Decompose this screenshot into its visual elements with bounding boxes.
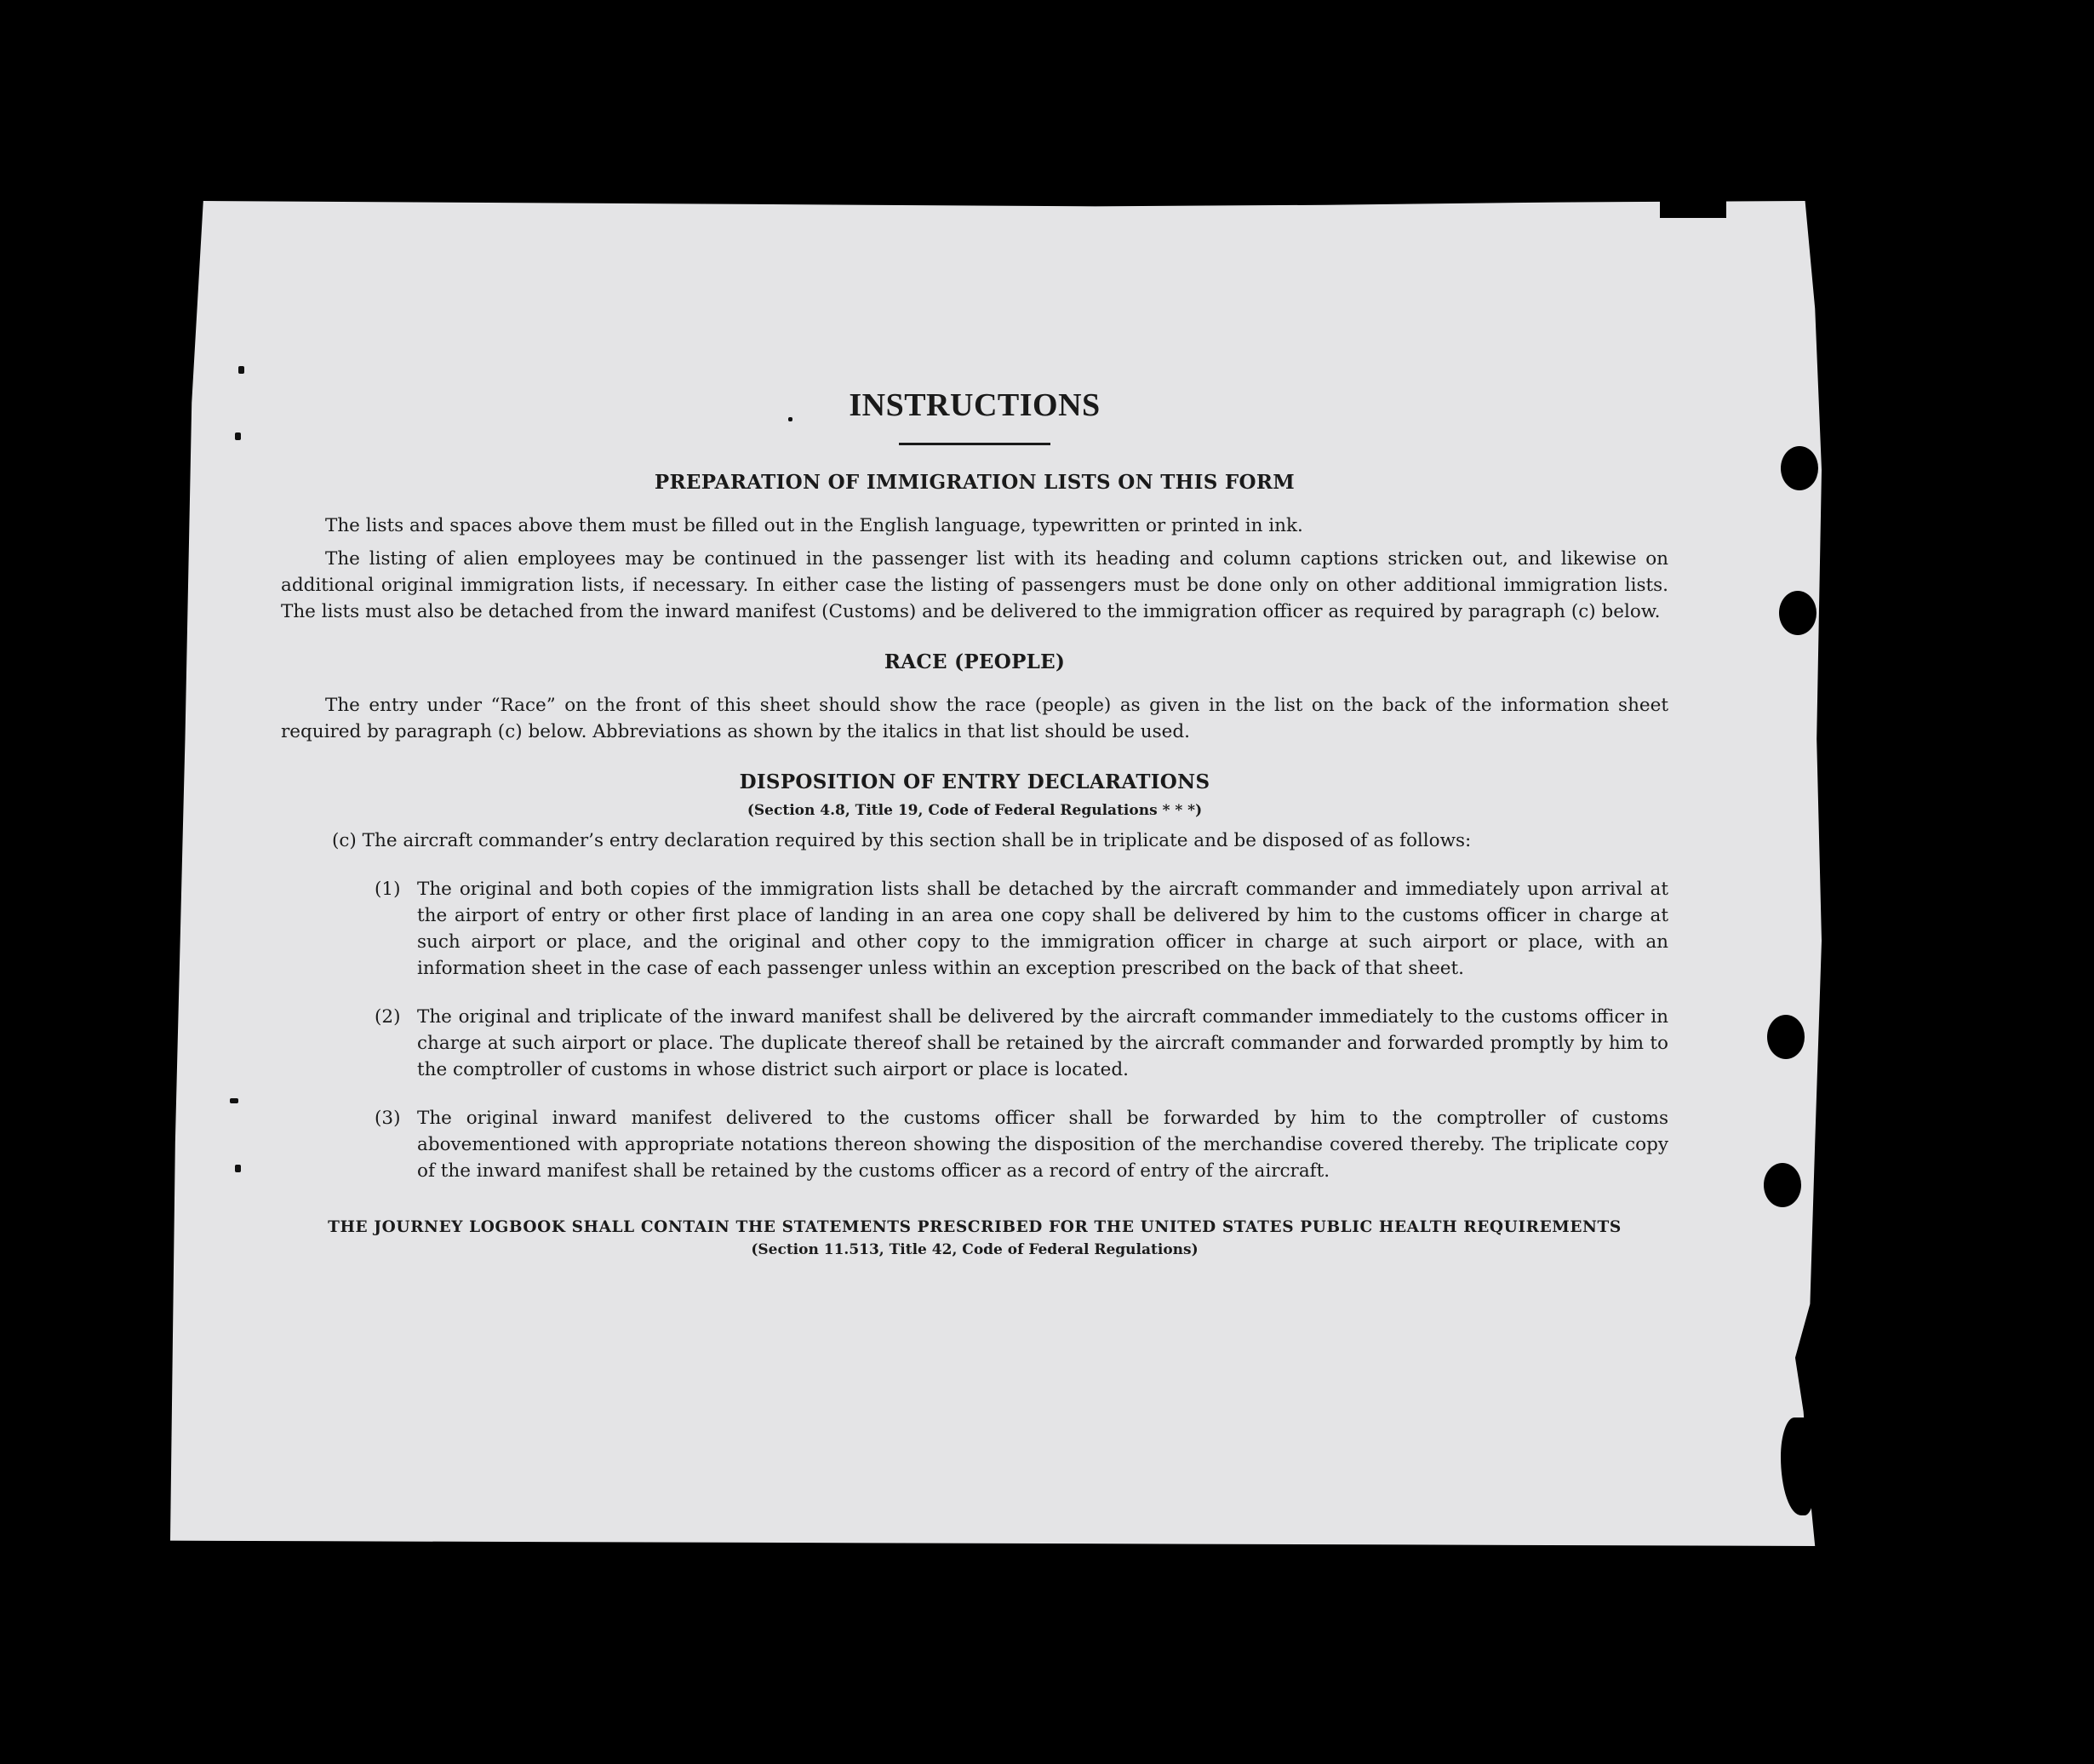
paragraph: The lists and spaces above them must be filled out in the English language, typewritten or printed in ink. bbox=[325, 515, 1303, 536]
punch-hole bbox=[1779, 591, 1817, 635]
section-citation: (Section 4.8, Title 19, Code of Federal Regulations * * *) bbox=[747, 802, 1203, 819]
document-body bbox=[281, 375, 1668, 1258]
list-item-number: (3) bbox=[375, 1108, 401, 1129]
paragraph: The listing of alien employees may be continued in the passenger list with its heading and column captions stricken out, and likewise on additional original immigration lists, if necessary. In either case the listing of passengers must be done only on other additional immigration lists. The lists must also be detached from the inward manifest (Customs) and be delivered to the immigration officer as required by paragraph (c) below. bbox=[281, 548, 1668, 622]
page-title: INSTRUCTIONS bbox=[849, 387, 1101, 423]
speck bbox=[230, 1098, 238, 1103]
section-heading-preparation: PREPARATION OF IMMIGRATION LISTS ON THIS FORM bbox=[654, 471, 1296, 494]
list-item bbox=[281, 1105, 1668, 1184]
paragraph: The entry under “Race” on the front of this sheet should show the race (people) as given in the list on the back of the information sheet required by paragraph (c) below. Abbreviations as shown by the italics in that list should be used. bbox=[281, 695, 1668, 742]
punch-hole bbox=[1781, 446, 1818, 490]
speck bbox=[235, 432, 241, 440]
speck bbox=[235, 1165, 241, 1172]
speck bbox=[238, 366, 244, 374]
section-heading-disposition: DISPOSITION OF ENTRY DECLARATIONS bbox=[739, 770, 1210, 793]
paper-tear bbox=[1660, 201, 1726, 218]
title-underline bbox=[899, 443, 1050, 445]
list-item bbox=[281, 1004, 1668, 1083]
footer-title: THE JOURNEY LOGBOOK SHALL CONTAIN THE STATEMENTS PRESCRIBED FOR THE UNITED STATES PUBLIC HEALTH REQUIREMENTS bbox=[328, 1218, 1622, 1236]
list-item bbox=[281, 876, 1668, 982]
punch-hole bbox=[1767, 1015, 1805, 1059]
list-item-text: The original and triplicate of the inward manifest shall be delivered by the aircraft commander immediately to the customs officer in charge at such airport or place. The duplicate thereof shall be retained by the aircraft commander and forwarded promptly by him to the comptroller of customs in whose district such airport or place is located. bbox=[417, 1006, 1668, 1080]
list-item-number: (2) bbox=[375, 1006, 401, 1028]
list-item-number: (1) bbox=[375, 879, 401, 900]
punch-hole bbox=[1764, 1163, 1801, 1207]
section-heading-race: RACE (PEOPLE) bbox=[884, 650, 1066, 673]
paragraph-lead: (c) The aircraft commander’s entry declaration required by this section shall be in triplicate and be disposed of as follows: bbox=[332, 830, 1472, 851]
list-item-text: The original inward manifest delivered to the customs officer shall be forwarded by him to the comptroller of customs abovementioned with appropriate notations thereon showing the disposition of the merchandise covered thereby. The triplicate copy of the inward manifest shall be retained by the customs officer as a record of entry of the aircraft. bbox=[417, 1108, 1668, 1182]
footer-citation: (Section 11.513, Title 42, Code of Federal Regulations) bbox=[751, 1241, 1199, 1258]
list-item-text: The original and both copies of the immigration lists shall be detached by the aircraft commander and immediately upon arrival at the airport of entry or other first place of landing in an area one copy shall be delivered by him to the customs officer in charge at such airport or place, and the original and other copy to the immigration officer in charge at such airport or place, with an information sheet in the case of each passenger unless within an exception prescribed on the back of that sheet. bbox=[417, 879, 1668, 979]
